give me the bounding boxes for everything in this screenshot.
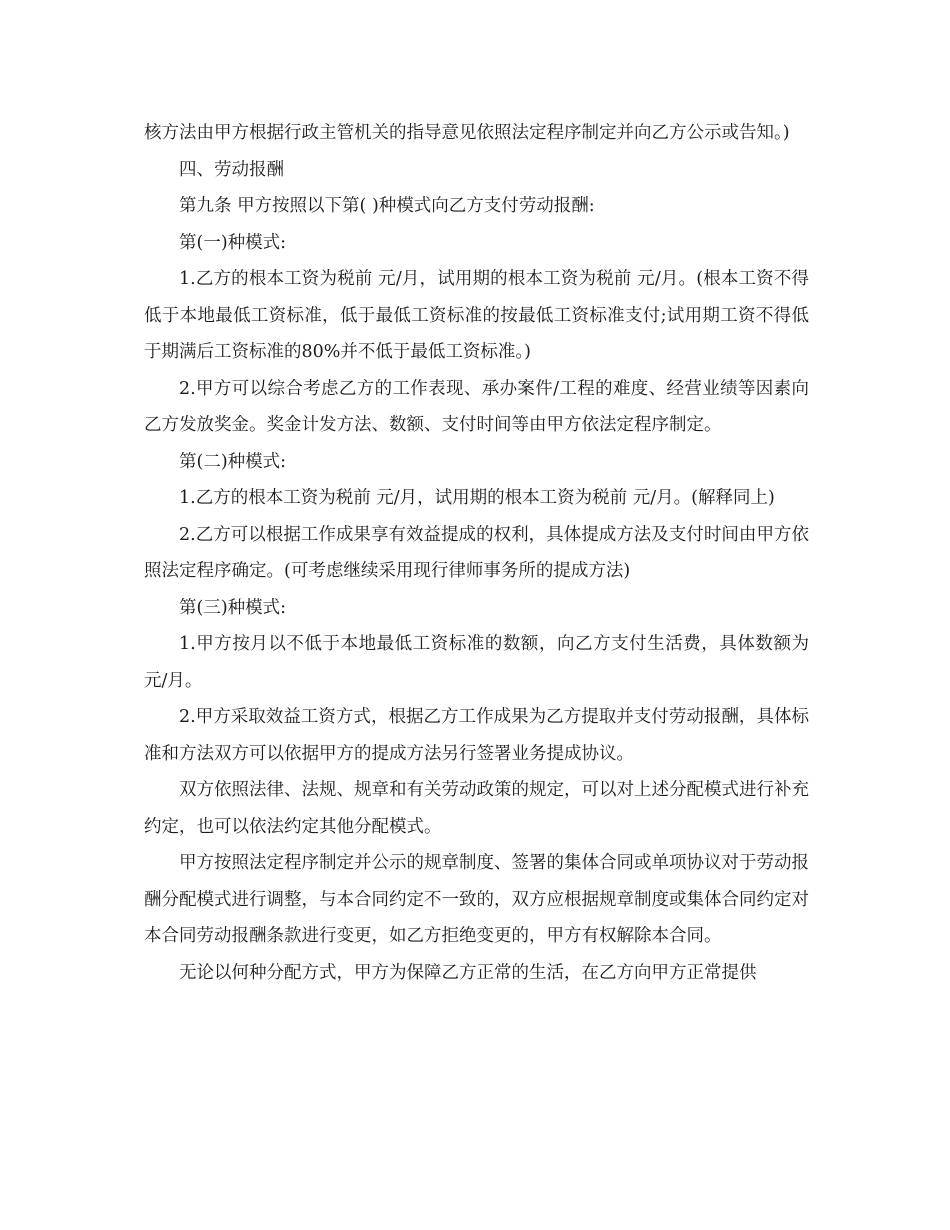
article-nine: 第九条 甲方按照以下第( )种模式向乙方支付劳动报酬: <box>179 196 595 216</box>
paragraph-continuation: 核方法由甲方根据行政主管机关的指导意见依照法定程序制定并向乙方公示或告知。) <box>144 123 790 143</box>
document-body <box>144 115 809 991</box>
mode-two-item-2: 2.乙方可以根据工作成果享有效益提成的权利，具体提成方法及支付时间由甲方依照法定程序确定。(可考虑继续采用现行律师事务所的提成方法) <box>144 524 809 581</box>
mode-one-heading: 第(一)种模式: <box>179 232 287 253</box>
mode-one-item-1: 1.乙方的根本工资为税前 元/月，试用期的根本工资为税前 元/月。(根本工资不得低于本地最低工资标准，低于最低工资标准的按最低工资标准支付;试用期工资不得低于期满后工资标准的80%并不低于最低工资标准。) <box>144 269 809 362</box>
adjustment-paragraph: 甲方按照法定程序制定并公示的规章制度、签署的集体合同或单项协议对于劳动报酬分配模式进行调整，与本合同约定不一致的，双方应根据规章制度或集体合同约定对本合同劳动报酬条款进行变更，如乙方拒绝变更的，甲方有权解除本合同。 <box>144 853 809 946</box>
section-heading-labor-remuneration: 四、劳动报酬 <box>179 159 284 180</box>
supplementary-agreement-paragraph: 双方依照法律、法规、规章和有关劳动政策的规定，可以对上述分配模式进行补充约定，也可以依法约定其他分配模式。 <box>144 780 809 837</box>
mode-two-item-1: 1.乙方的根本工资为税前 元/月，试用期的根本工资为税前 元/月。(解释同上) <box>179 488 775 508</box>
mode-one-item-2: 2.甲方可以综合考虑乙方的工作表现、承办案件/工程的难度、经营业绩等因素向乙方发放奖金。奖金计发方法、数额、支付时间等由甲方依法定程序制定。 <box>144 378 809 435</box>
mode-three-heading: 第(三)种模式: <box>179 597 287 618</box>
mode-three-item-1: 1.甲方按月以不低于本地最低工资标准的数额，向乙方支付生活费，具体数额为 元/月。 <box>144 634 809 691</box>
guarantee-paragraph: 无论以何种分配方式，甲方为保障乙方正常的生活，在乙方向甲方正常提供 <box>179 962 757 983</box>
mode-two-heading: 第(二)种模式: <box>179 451 287 472</box>
mode-three-item-2: 2.甲方采取效益工资方式，根据乙方工作成果为乙方提取并支付劳动报酬，具体标准和方法双方可以依据甲方的提成方法另行签署业务提成协议。 <box>144 707 809 764</box>
